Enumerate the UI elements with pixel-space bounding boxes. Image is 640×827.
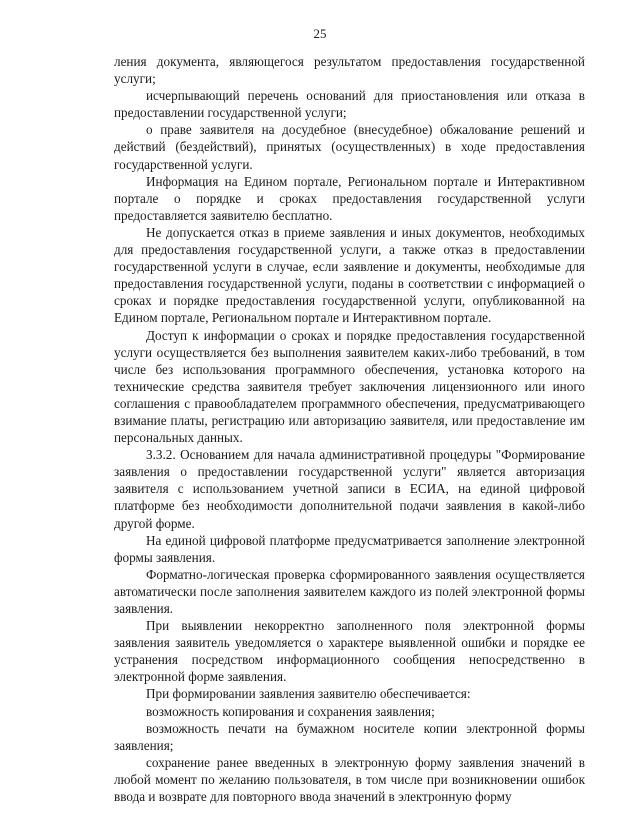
paragraph-form-provisions: При формировании заявления заявителю обеспечивается: [146,686,471,702]
paragraph-section-3-3-2: 3.3.2. Основанием для начала административной процедуры "Формирование заявления о предоставлении государственной услуги" является авторизация заявителя с использованием учетной записи в ЕСИА, на единой цифровой платформе без необходимости дополнительной подачи заявления в какой-либо другой форме. [114,447,585,531]
paragraph-appeal-right: о праве заявителя на досудебное (внесудебное) обжалование решений и действий (бездействий), принятых (осуществленных) в ходе предоставления государственной услуги. [114,122,585,172]
list-item-copy-save: возможность копирования и сохранения заявления; [146,703,435,719]
paragraph-continuation: ления документа, являющегося результатом предоставления государственной услуги; [114,54,585,87]
paragraph-electronic-form: На единой цифровой платформе предусматривается заполнение электронной формы заявления. [114,532,585,565]
page-number: 25 [313,26,327,41]
list-item-save-values: сохранение ранее введенных в электронную форму заявления значений в любой момент по желанию пользователя, в том числе при возникновении ошибок ввода и возврате для повторного ввода значений в электронную форму [114,754,585,805]
paragraph-info-access: Доступ к информации о сроках и порядке предоставления государственной услуги осуществляется без выполнения заявителем каких-либо требований, в том числе без использования программного обеспечения, установка которого на технические средства заявителя требует заключения лицензионного или иного соглашения с правообладателем программного обеспечения, предусматривающего взимание платы, регистрацию или авторизацию заявителя, или предоставление им персональных данных. [114,327,585,446]
paragraph-grounds-list: исчерпывающий перечень оснований для приостановления или отказа в предоставлении государственной услуги; [114,88,585,121]
list-item-print: возможность печати на бумажном носителе копии электронной формы заявления; [114,720,585,753]
document-body [114,53,585,805]
paragraph-portal-info: Информация на Едином портале, Региональном портале и Интерактивном портале о порядке и сроках предоставления государственной услуги предоставляется заявителю бесплатно. [114,173,585,223]
paragraph-error-notice: При выявлении некорректно заполненного поля электронной формы заявления заявитель уведомляется о характере выявленной ошибки и порядке ее устранения посредством информационного сообщения непосредственно в электронной форме заявления. [114,618,585,685]
paragraph-format-check: Форматно-логическая проверка сформированного заявления осуществляется автоматически после заполнения заявителем каждого из полей электронной формы заявления. [114,566,585,616]
paragraph-refusal-prohibited: Не допускается отказ в приеме заявления и иных документов, необходимых для предоставления государственной услуги, а также отказ в предоставлении государственной услуги в случае, если заявление и документы, необходимые для предоставления государственной услуги, поданы в соответствии с информацией о сроках и порядке предоставления государственной услуги, опубликованной на Едином портале, Региональном портале и Интерактивном портале. [114,224,585,326]
